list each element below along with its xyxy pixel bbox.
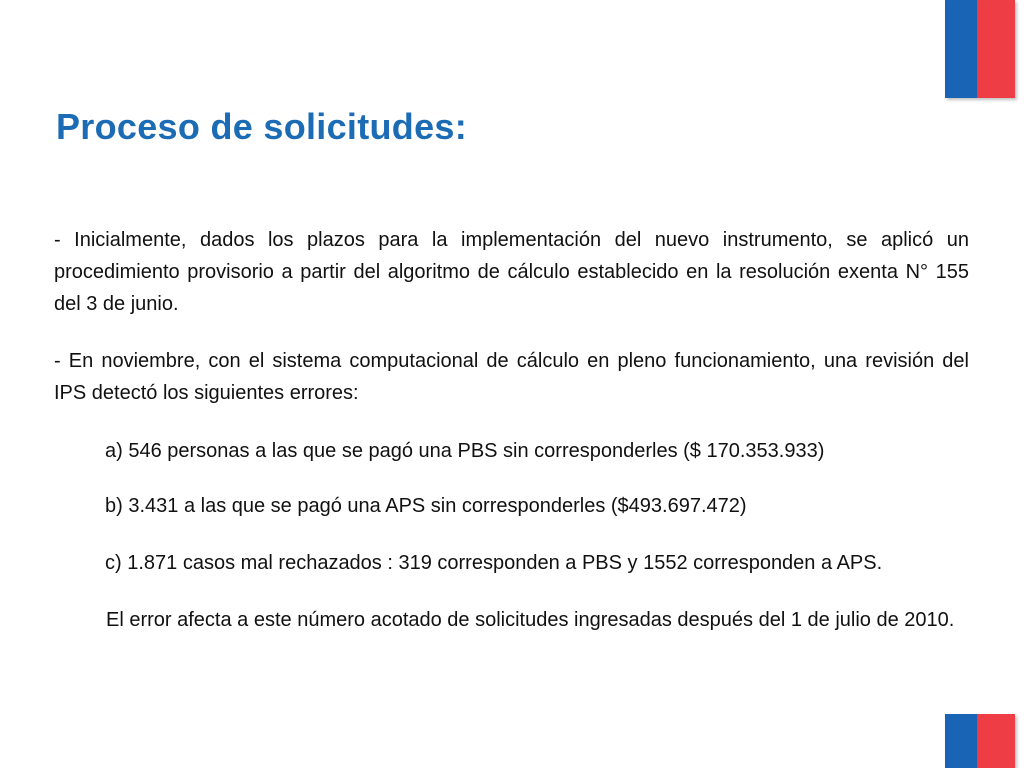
slide-body — [54, 224, 969, 636]
flag-decoration-top — [945, 0, 1015, 98]
flag-blue-stripe — [945, 714, 977, 768]
flag-red-stripe — [977, 0, 1015, 98]
flag-decoration-bottom — [945, 714, 1015, 768]
error-item-a: a) 546 personas a las que se pagó una PBS sin corresponderles ($ 170.353.933) — [105, 440, 825, 462]
error-item-c: c) 1.871 casos mal rechazados : 319 corresponden a PBS y 1552 corresponden a APS. — [105, 552, 883, 574]
slide-title: Proceso de solicitudes: — [56, 106, 468, 147]
flag-red-stripe — [977, 714, 1015, 768]
closing-note: El error afecta a este número acotado de solicitudes ingresadas después del 1 de julio de 2010. — [106, 609, 955, 631]
paragraph-initial-procedure: - Inicialmente, dados los plazos para la implementación del nuevo instrumento, se aplicó un procedimiento provisorio a partir del algoritmo de cálculo establecido en la resolución exenta N° 155 del 3 de junio. — [54, 229, 969, 315]
paragraph-november-review: - En noviembre, con el sistema computacional de cálculo en pleno funcionamiento, una revisión del IPS detectó los siguientes errores: — [54, 350, 969, 404]
error-item-b: b) 3.431 a las que se pagó una APS sin corresponderles ($493.697.472) — [105, 495, 747, 517]
flag-blue-stripe — [945, 0, 977, 98]
